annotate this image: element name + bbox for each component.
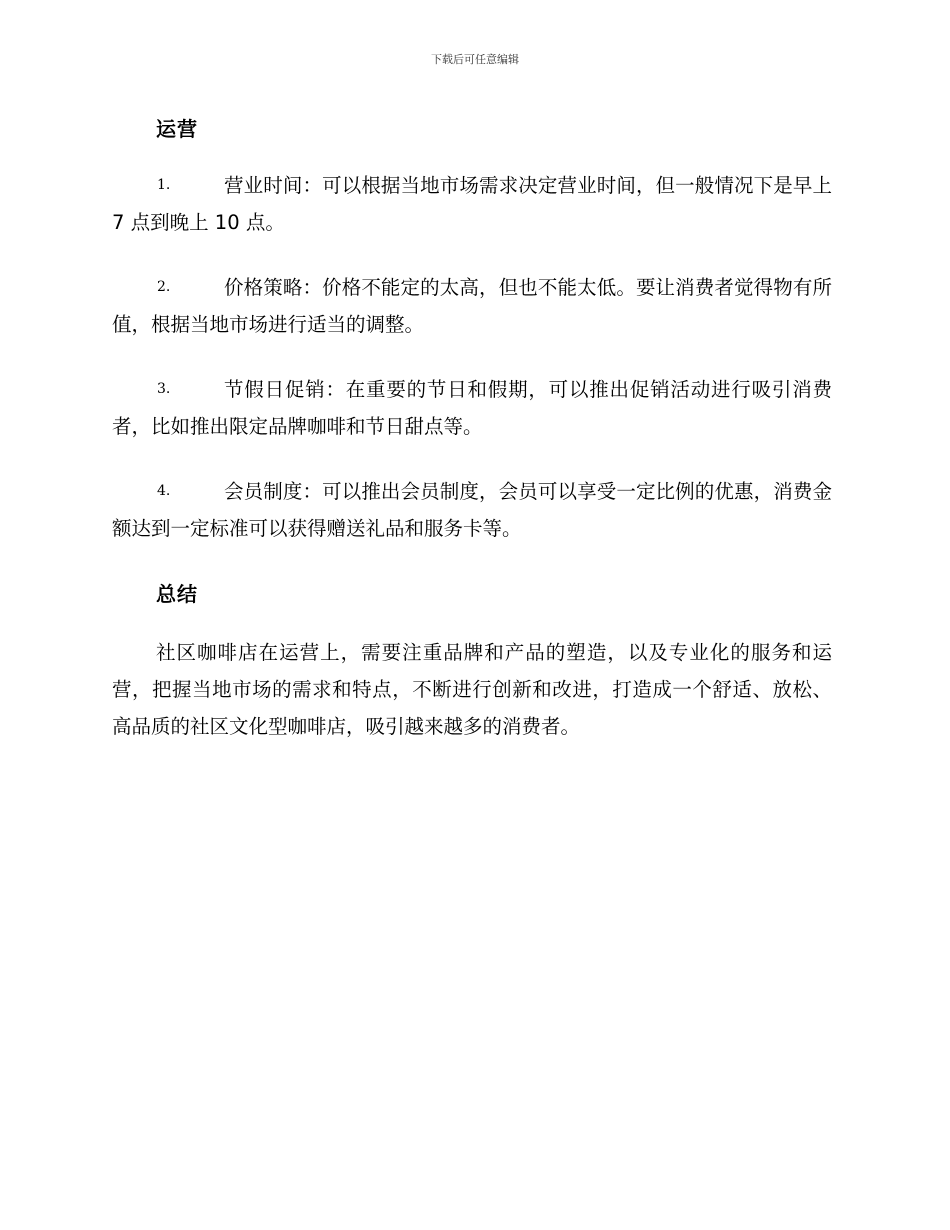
list-item-text: 节假日促销：在重要的节日和假期，可以推出促销活动进行吸引消费者，比如推出限定品牌咖啡和节日甜点等。	[112, 378, 832, 438]
list-item	[112, 473, 832, 547]
list-item	[112, 371, 832, 445]
summary-paragraph: 社区咖啡店在运营上，需要注重品牌和产品的塑造，以及专业化的服务和运营，把握当地市场的需求和特点，不断进行创新和改进，打造成一个舒适、放松、高品质的社区文化型咖啡店，吸引越来越多的消费者。	[112, 641, 832, 738]
list-item-number: 3.	[157, 381, 171, 397]
list-item-number: 4.	[157, 483, 171, 499]
section-heading-operations: 运营	[156, 117, 198, 141]
list-item-number: 2.	[157, 279, 171, 295]
list-item-text: 会员制度：可以推出会员制度，会员可以享受一定比例的优惠，消费金额达到一定标准可以获得赠送礼品和服务卡等。	[112, 480, 832, 540]
list-item	[112, 269, 832, 343]
list-item-text: 营业时间：可以根据当地市场需求决定营业时间，但一般情况下是早上 7 点到晚上 10 点。	[112, 174, 832, 234]
list-item-text: 价格策略：价格不能定的太高，但也不能太低。要让消费者觉得物有所值，根据当地市场进行适当的调整。	[112, 276, 832, 336]
list-item-number: 1.	[157, 177, 171, 193]
section-heading-summary: 总结	[156, 582, 198, 606]
list-item	[112, 167, 832, 241]
page-header-note: 下载后可任意编辑	[431, 53, 519, 66]
